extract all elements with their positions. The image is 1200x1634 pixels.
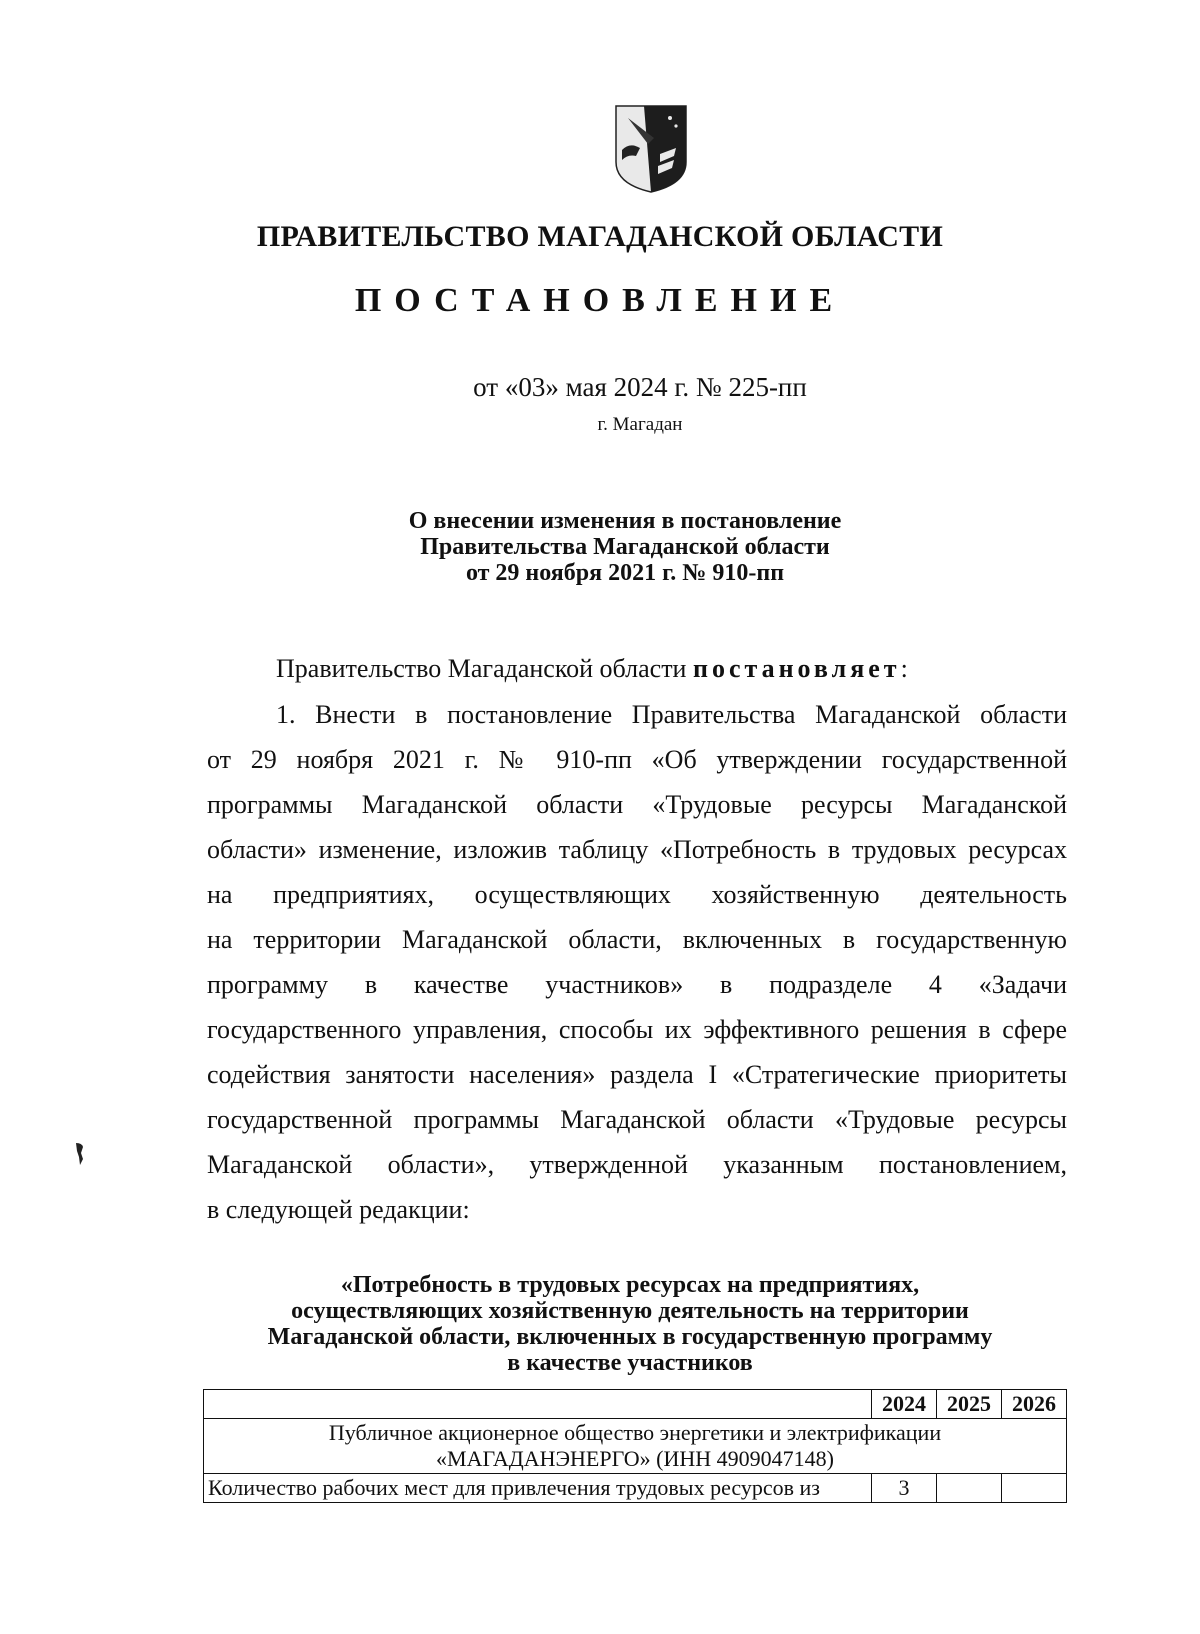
body-line: программу в качестве участников» в подразделе 4 «Задачи <box>207 970 1067 999</box>
subject-line: О внесении изменения в постановление <box>408 508 842 534</box>
table-title-line: «Потребность в трудовых ресурсах на предприятиях, <box>340 1272 920 1298</box>
body-line: 1. Внести в постановление Правительства Магаданской области <box>276 700 1067 729</box>
body-line: на предприятиях, осуществляющих хозяйственную деятельность <box>207 880 1067 909</box>
table-title-line: осуществляющих хозяйственную деятельность на территории <box>291 1298 969 1324</box>
table-header-blank <box>204 1390 872 1419</box>
coat-of-arms-emblem <box>614 104 688 194</box>
body-line: государственного управления, способы их эффективного решения в сфере <box>207 1015 1067 1044</box>
body-line: на территории Магаданской области, включенных в государственную <box>207 925 1067 954</box>
body-line: от 29 ноября 2021 г. № 910-пп «Об утверждении государственной <box>207 745 1067 774</box>
workforce-table <box>203 1389 1067 1503</box>
organization-line: Публичное акционерное общество энергетики и электрификации <box>328 1420 942 1445</box>
value-cell <box>1002 1474 1067 1503</box>
value-cell <box>937 1474 1002 1503</box>
table-title-line: Магаданской области, включенных в государственную программу <box>267 1324 993 1350</box>
intro-verb: постановляет <box>692 654 901 683</box>
intro-suffix: : <box>900 654 908 683</box>
intro-prefix: Правительство Магаданской области <box>276 654 687 683</box>
year-header: 2024 <box>872 1390 937 1419</box>
document-subject <box>0 508 1200 586</box>
government-title: ПРАВИТЕЛЬСТВО МАГАДАНСКОЙ ОБЛАСТИ <box>256 220 944 253</box>
body-line: содействия занятости населения» раздела I «Стратегические приоритеты <box>207 1060 1067 1089</box>
row-label-cell: Количество рабочих мест для привлечения трудовых ресурсов из <box>204 1474 872 1503</box>
year-header: 2025 <box>937 1390 1002 1419</box>
year-header: 2026 <box>1002 1390 1067 1419</box>
table-org-row <box>204 1419 1067 1474</box>
value-cell: 3 <box>872 1474 937 1503</box>
subject-line: Правительства Магаданской области <box>420 534 830 560</box>
table-row <box>204 1474 1067 1503</box>
scan-artifact-mark <box>74 1141 86 1167</box>
intro-paragraph <box>207 654 1067 684</box>
body-line: Магаданской области», утвержденной указанным постановлением, <box>207 1150 1067 1179</box>
table-title <box>0 1272 1200 1376</box>
body-line: области» изменение, изложив таблицу «Потребность в трудовых ресурсах <box>207 835 1067 864</box>
document-city: г. Магадан <box>597 414 683 435</box>
organization-cell <box>204 1419 1067 1474</box>
document-date-number: от «03» мая 2024 г. № 225-пп <box>473 372 807 402</box>
table-header-row <box>204 1390 1067 1419</box>
organization-line: «МАГАДАНЭНЕРГО» (ИНН 4909047148) <box>436 1446 834 1471</box>
table-title-line: в качестве участников <box>507 1350 753 1376</box>
body-line: государственной программы Магаданской области «Трудовые ресурсы <box>207 1105 1067 1134</box>
body-line: в следующей редакции: <box>207 1195 470 1224</box>
document-type-title: ПОСТАНОВЛЕНИЕ <box>354 282 846 319</box>
subject-line: от 29 ноября 2021 г. № 910-пп <box>465 560 785 586</box>
body-line: программы Магаданской области «Трудовые ресурсы Магаданской <box>207 790 1067 819</box>
